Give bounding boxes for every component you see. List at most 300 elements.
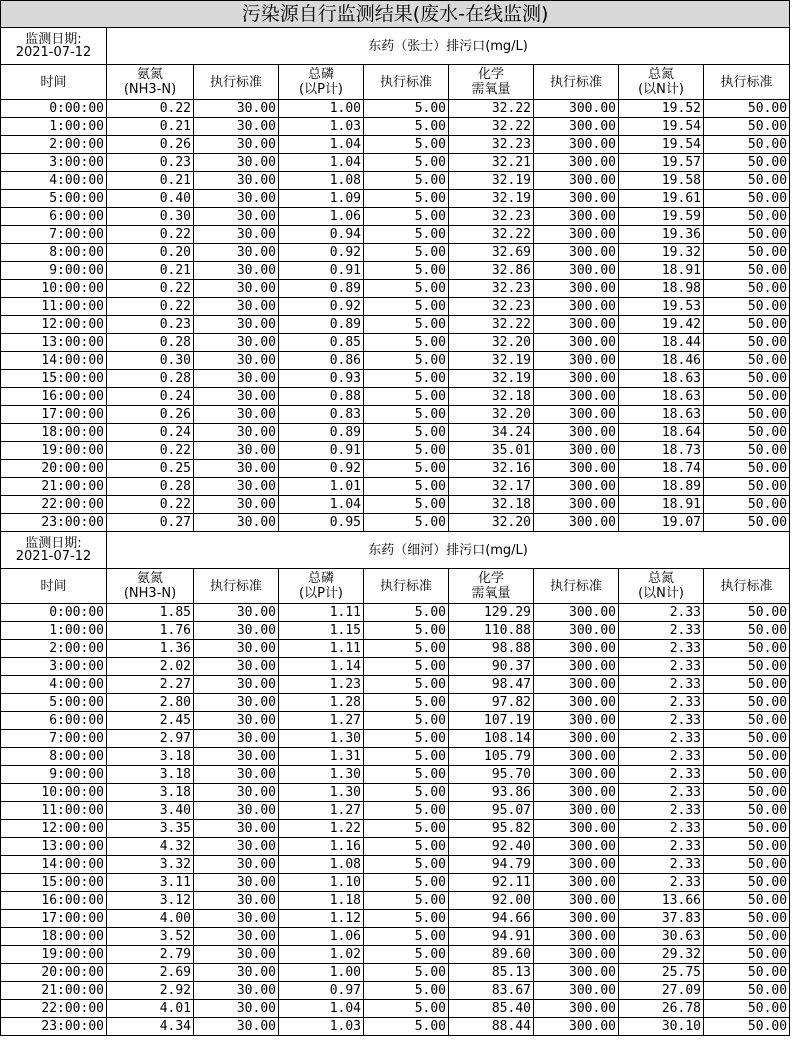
phosphorus-value: 1.02 <box>279 946 364 964</box>
phosphorus-standard: 5.00 <box>364 640 449 658</box>
ammonia-standard: 30.00 <box>194 154 279 172</box>
cod-standard: 300.00 <box>534 784 619 802</box>
time-cell: 1:00:00 <box>1 622 107 640</box>
phosphorus-value: 0.85 <box>279 334 364 352</box>
table-row <box>1 298 790 316</box>
table-row <box>1 334 790 352</box>
phosphorus-value: 1.03 <box>279 118 364 136</box>
section-info-row <box>1 532 790 569</box>
phosphorus-value: 1.11 <box>279 640 364 658</box>
ammonia-standard: 30.00 <box>194 820 279 838</box>
ammonia-value: 0.22 <box>107 280 194 298</box>
nitrogen-value: 13.66 <box>619 892 704 910</box>
nitrogen-standard: 50.00 <box>704 208 790 226</box>
cod-value: 92.11 <box>449 874 534 892</box>
cod-value: 32.22 <box>449 226 534 244</box>
ammonia-standard: 30.00 <box>194 334 279 352</box>
nitrogen-value: 2.33 <box>619 784 704 802</box>
phosphorus-standard: 5.00 <box>364 334 449 352</box>
nitrogen-standard: 50.00 <box>704 694 790 712</box>
ammonia-standard: 30.00 <box>194 460 279 478</box>
cod-value: 32.23 <box>449 280 534 298</box>
nitrogen-standard: 50.00 <box>704 334 790 352</box>
nitrogen-value: 19.61 <box>619 190 704 208</box>
cod-value: 97.82 <box>449 694 534 712</box>
ammonia-standard: 30.00 <box>194 352 279 370</box>
ammonia-value: 3.18 <box>107 766 194 784</box>
phosphorus-value: 1.27 <box>279 802 364 820</box>
header-label: 执行标准 <box>549 74 602 90</box>
cod-standard: 300.00 <box>534 154 619 172</box>
cod-standard: 300.00 <box>534 334 619 352</box>
cod-standard: 300.00 <box>534 766 619 784</box>
cod-value: 34.24 <box>449 424 534 442</box>
table-row <box>1 352 790 370</box>
ammonia-standard: 30.00 <box>194 838 279 856</box>
ammonia-standard: 30.00 <box>194 856 279 874</box>
nitrogen-standard: 50.00 <box>704 748 790 766</box>
time-cell: 14:00:00 <box>1 352 107 370</box>
table-row <box>1 154 790 172</box>
nitrogen-value: 19.07 <box>619 514 704 532</box>
cod-value: 32.18 <box>449 388 534 406</box>
nitrogen-standard: 50.00 <box>704 478 790 496</box>
header-label: 执行标准 <box>720 74 773 90</box>
phosphorus-value: 1.18 <box>279 892 364 910</box>
phosphorus-value: 1.22 <box>279 820 364 838</box>
ammonia-value: 0.21 <box>107 172 194 190</box>
nitrogen-value: 19.52 <box>619 100 704 118</box>
table-row <box>1 118 790 136</box>
nitrogen-value: 29.32 <box>619 946 704 964</box>
ammonia-standard: 30.00 <box>194 730 279 748</box>
nitrogen-value: 18.44 <box>619 334 704 352</box>
time-cell: 15:00:00 <box>1 874 107 892</box>
nitrogen-value: 19.42 <box>619 316 704 334</box>
cod-standard: 300.00 <box>534 964 619 982</box>
header-total-phosphorus <box>279 569 364 604</box>
nitrogen-standard: 50.00 <box>704 892 790 910</box>
cod-standard: 300.00 <box>534 100 619 118</box>
ammonia-standard: 30.00 <box>194 928 279 946</box>
phosphorus-standard: 5.00 <box>364 676 449 694</box>
cod-standard: 300.00 <box>534 262 619 280</box>
phosphorus-standard: 5.00 <box>364 964 449 982</box>
phosphorus-value: 1.12 <box>279 910 364 928</box>
phosphorus-standard: 5.00 <box>364 460 449 478</box>
nitrogen-value: 2.33 <box>619 622 704 640</box>
header-label: 时间 <box>40 578 67 594</box>
phosphorus-standard: 5.00 <box>364 100 449 118</box>
cod-standard: 300.00 <box>534 370 619 388</box>
phosphorus-standard: 5.00 <box>364 1018 449 1036</box>
ammonia-standard: 30.00 <box>194 766 279 784</box>
table-row <box>1 226 790 244</box>
time-cell: 20:00:00 <box>1 964 107 982</box>
cod-standard: 300.00 <box>534 730 619 748</box>
table-row <box>1 388 790 406</box>
phosphorus-value: 1.06 <box>279 208 364 226</box>
cod-standard: 300.00 <box>534 352 619 370</box>
phosphorus-standard: 5.00 <box>364 622 449 640</box>
nitrogen-value: 30.10 <box>619 1018 704 1036</box>
phosphorus-value: 1.14 <box>279 658 364 676</box>
cod-value: 95.07 <box>449 802 534 820</box>
cod-value: 32.20 <box>449 406 534 424</box>
nitrogen-value: 26.78 <box>619 1000 704 1018</box>
phosphorus-standard: 5.00 <box>364 946 449 964</box>
phosphorus-standard: 5.00 <box>364 208 449 226</box>
ammonia-value: 0.24 <box>107 388 194 406</box>
phosphorus-standard: 5.00 <box>364 118 449 136</box>
phosphorus-standard: 5.00 <box>364 604 449 622</box>
ammonia-standard: 30.00 <box>194 478 279 496</box>
nitrogen-value: 19.54 <box>619 136 704 154</box>
phosphorus-standard: 5.00 <box>364 136 449 154</box>
time-cell: 11:00:00 <box>1 298 107 316</box>
cod-standard: 300.00 <box>534 280 619 298</box>
table-row <box>1 1018 790 1036</box>
ammonia-standard: 30.00 <box>194 190 279 208</box>
cod-standard: 300.00 <box>534 514 619 532</box>
cod-standard: 300.00 <box>534 622 619 640</box>
phosphorus-value: 1.03 <box>279 1018 364 1036</box>
header-standard <box>704 65 790 100</box>
nitrogen-value: 2.33 <box>619 676 704 694</box>
cod-value: 32.19 <box>449 370 534 388</box>
phosphorus-standard: 5.00 <box>364 910 449 928</box>
time-cell: 4:00:00 <box>1 172 107 190</box>
nitrogen-value: 18.91 <box>619 262 704 280</box>
nitrogen-value: 18.63 <box>619 370 704 388</box>
time-cell: 18:00:00 <box>1 928 107 946</box>
time-cell: 4:00:00 <box>1 676 107 694</box>
nitrogen-standard: 50.00 <box>704 802 790 820</box>
header-cod <box>449 569 534 604</box>
time-cell: 19:00:00 <box>1 442 107 460</box>
ammonia-value: 0.27 <box>107 514 194 532</box>
ammonia-value: 0.21 <box>107 262 194 280</box>
ammonia-standard: 30.00 <box>194 676 279 694</box>
cod-value: 32.21 <box>449 154 534 172</box>
phosphorus-standard: 5.00 <box>364 190 449 208</box>
header-label: 总氮 <box>647 67 674 82</box>
cod-value: 35.01 <box>449 442 534 460</box>
ammonia-value: 0.23 <box>107 154 194 172</box>
header-standard <box>534 65 619 100</box>
ammonia-value: 0.30 <box>107 352 194 370</box>
cod-standard: 300.00 <box>534 496 619 514</box>
header-label: 需氧量 <box>471 82 511 97</box>
cod-standard: 300.00 <box>534 748 619 766</box>
header-label: 执行标准 <box>549 578 602 594</box>
table-row <box>1 136 790 154</box>
cod-value: 108.14 <box>449 730 534 748</box>
header-total-nitrogen <box>619 65 704 100</box>
ammonia-standard: 30.00 <box>194 244 279 262</box>
phosphorus-value: 1.08 <box>279 172 364 190</box>
phosphorus-standard: 5.00 <box>364 982 449 1000</box>
ammonia-standard: 30.00 <box>194 370 279 388</box>
ammonia-value: 2.79 <box>107 946 194 964</box>
time-cell: 9:00:00 <box>1 262 107 280</box>
ammonia-standard: 30.00 <box>194 748 279 766</box>
cod-standard: 300.00 <box>534 820 619 838</box>
time-cell: 1:00:00 <box>1 118 107 136</box>
date-value: 2021-07-12 <box>15 45 92 60</box>
cod-standard: 300.00 <box>534 910 619 928</box>
time-cell: 0:00:00 <box>1 100 107 118</box>
phosphorus-value: 1.15 <box>279 622 364 640</box>
header-label: 执行标准 <box>209 578 262 594</box>
time-cell: 18:00:00 <box>1 424 107 442</box>
table-row <box>1 640 790 658</box>
time-cell: 7:00:00 <box>1 226 107 244</box>
ammonia-value: 4.01 <box>107 1000 194 1018</box>
time-cell: 22:00:00 <box>1 1000 107 1018</box>
nitrogen-standard: 50.00 <box>704 874 790 892</box>
header-label: 时间 <box>40 74 67 90</box>
nitrogen-standard: 50.00 <box>704 280 790 298</box>
nitrogen-standard: 50.00 <box>704 262 790 280</box>
nitrogen-standard: 50.00 <box>704 442 790 460</box>
cod-standard: 300.00 <box>534 460 619 478</box>
cod-value: 85.40 <box>449 1000 534 1018</box>
time-cell: 23:00:00 <box>1 514 107 532</box>
cod-standard: 300.00 <box>534 226 619 244</box>
ammonia-standard: 30.00 <box>194 694 279 712</box>
header-time <box>1 65 107 100</box>
ammonia-value: 0.26 <box>107 136 194 154</box>
phosphorus-standard: 5.00 <box>364 802 449 820</box>
ammonia-value: 0.22 <box>107 100 194 118</box>
time-cell: 3:00:00 <box>1 154 107 172</box>
nitrogen-value: 19.59 <box>619 208 704 226</box>
table-row <box>1 604 790 622</box>
date-label: 监测日期: <box>25 32 82 47</box>
phosphorus-standard: 5.00 <box>364 1000 449 1018</box>
header-label: (以N计) <box>638 586 684 601</box>
nitrogen-standard: 50.00 <box>704 496 790 514</box>
date-value: 2021-07-12 <box>15 549 92 564</box>
ammonia-standard: 30.00 <box>194 406 279 424</box>
cod-value: 32.86 <box>449 262 534 280</box>
nitrogen-standard: 50.00 <box>704 118 790 136</box>
header-cod <box>449 65 534 100</box>
table-row <box>1 172 790 190</box>
header-standard <box>704 569 790 604</box>
header-total-nitrogen <box>619 569 704 604</box>
ammonia-value: 4.32 <box>107 838 194 856</box>
cod-standard: 300.00 <box>534 892 619 910</box>
cod-standard: 300.00 <box>534 244 619 262</box>
ammonia-value: 3.18 <box>107 748 194 766</box>
ammonia-value: 0.26 <box>107 406 194 424</box>
time-cell: 15:00:00 <box>1 370 107 388</box>
nitrogen-standard: 50.00 <box>704 424 790 442</box>
nitrogen-standard: 50.00 <box>704 856 790 874</box>
phosphorus-value: 0.89 <box>279 316 364 334</box>
nitrogen-standard: 50.00 <box>704 820 790 838</box>
cod-standard: 300.00 <box>534 298 619 316</box>
table-row <box>1 100 790 118</box>
ammonia-value: 3.12 <box>107 892 194 910</box>
nitrogen-value: 2.33 <box>619 874 704 892</box>
phosphorus-standard: 5.00 <box>364 388 449 406</box>
ammonia-standard: 30.00 <box>194 262 279 280</box>
phosphorus-value: 1.30 <box>279 784 364 802</box>
table-row <box>1 280 790 298</box>
header-label: (以P计) <box>299 586 343 601</box>
ammonia-standard: 30.00 <box>194 640 279 658</box>
nitrogen-value: 2.33 <box>619 856 704 874</box>
ammonia-value: 0.28 <box>107 478 194 496</box>
header-label: (NH3-N) <box>123 586 177 601</box>
phosphorus-value: 1.11 <box>279 604 364 622</box>
phosphorus-value: 1.00 <box>279 964 364 982</box>
nitrogen-standard: 50.00 <box>704 784 790 802</box>
outlet-name: 东药（细河）排污口(mg/L) <box>107 532 790 569</box>
nitrogen-value: 30.63 <box>619 928 704 946</box>
ammonia-standard: 30.00 <box>194 442 279 460</box>
outlet-name: 东药（张士）排污口(mg/L) <box>107 28 790 65</box>
ammonia-standard: 30.00 <box>194 604 279 622</box>
ammonia-standard: 30.00 <box>194 100 279 118</box>
ammonia-value: 4.00 <box>107 910 194 928</box>
phosphorus-standard: 5.00 <box>364 820 449 838</box>
phosphorus-standard: 5.00 <box>364 658 449 676</box>
cod-value: 32.69 <box>449 244 534 262</box>
header-label: 执行标准 <box>209 74 262 90</box>
ammonia-value: 3.40 <box>107 802 194 820</box>
nitrogen-value: 19.57 <box>619 154 704 172</box>
table-row <box>1 802 790 820</box>
header-standard <box>194 65 279 100</box>
header-label: (以P计) <box>299 82 343 97</box>
ammonia-standard: 30.00 <box>194 712 279 730</box>
time-cell: 12:00:00 <box>1 820 107 838</box>
cod-standard: 300.00 <box>534 658 619 676</box>
time-cell: 17:00:00 <box>1 406 107 424</box>
nitrogen-value: 19.36 <box>619 226 704 244</box>
cod-value: 110.88 <box>449 622 534 640</box>
phosphorus-value: 1.04 <box>279 496 364 514</box>
table-row <box>1 190 790 208</box>
monitoring-date <box>1 532 107 569</box>
phosphorus-value: 0.94 <box>279 226 364 244</box>
column-header-row <box>1 569 790 604</box>
time-cell: 12:00:00 <box>1 316 107 334</box>
cod-value: 83.67 <box>449 982 534 1000</box>
ammonia-value: 0.28 <box>107 334 194 352</box>
nitrogen-value: 18.63 <box>619 388 704 406</box>
phosphorus-standard: 5.00 <box>364 370 449 388</box>
phosphorus-standard: 5.00 <box>364 514 449 532</box>
header-label: 执行标准 <box>720 578 773 594</box>
phosphorus-value: 0.92 <box>279 460 364 478</box>
ammonia-value: 1.36 <box>107 640 194 658</box>
phosphorus-value: 1.00 <box>279 100 364 118</box>
ammonia-standard: 30.00 <box>194 316 279 334</box>
cod-standard: 300.00 <box>534 604 619 622</box>
nitrogen-standard: 50.00 <box>704 622 790 640</box>
table-row <box>1 892 790 910</box>
phosphorus-value: 0.91 <box>279 442 364 460</box>
nitrogen-value: 2.33 <box>619 712 704 730</box>
ammonia-value: 0.30 <box>107 208 194 226</box>
nitrogen-value: 18.64 <box>619 424 704 442</box>
ammonia-standard: 30.00 <box>194 496 279 514</box>
phosphorus-standard: 5.00 <box>364 892 449 910</box>
header-ammonia <box>107 65 194 100</box>
header-standard <box>364 569 449 604</box>
ammonia-value: 0.40 <box>107 190 194 208</box>
time-cell: 14:00:00 <box>1 856 107 874</box>
ammonia-standard: 30.00 <box>194 298 279 316</box>
cod-standard: 300.00 <box>534 406 619 424</box>
cod-value: 89.60 <box>449 946 534 964</box>
ammonia-value: 0.25 <box>107 460 194 478</box>
phosphorus-value: 1.27 <box>279 712 364 730</box>
cod-standard: 300.00 <box>534 316 619 334</box>
phosphorus-standard: 5.00 <box>364 262 449 280</box>
ammonia-standard: 30.00 <box>194 172 279 190</box>
nitrogen-standard: 50.00 <box>704 964 790 982</box>
cod-standard: 300.00 <box>534 478 619 496</box>
nitrogen-value: 2.33 <box>619 838 704 856</box>
cod-value: 32.22 <box>449 316 534 334</box>
section-info-row <box>1 28 790 65</box>
cod-value: 32.17 <box>449 478 534 496</box>
cod-value: 94.66 <box>449 910 534 928</box>
ammonia-standard: 30.00 <box>194 208 279 226</box>
time-cell: 20:00:00 <box>1 460 107 478</box>
header-label: (以N计) <box>638 82 684 97</box>
nitrogen-value: 18.74 <box>619 460 704 478</box>
header-label: (NH3-N) <box>123 82 177 97</box>
ammonia-standard: 30.00 <box>194 910 279 928</box>
table-row <box>1 496 790 514</box>
nitrogen-standard: 50.00 <box>704 406 790 424</box>
header-standard <box>534 569 619 604</box>
cod-standard: 300.00 <box>534 136 619 154</box>
cod-standard: 300.00 <box>534 946 619 964</box>
phosphorus-value: 1.04 <box>279 1000 364 1018</box>
table-row <box>1 820 790 838</box>
nitrogen-standard: 50.00 <box>704 190 790 208</box>
cod-standard: 300.00 <box>534 1000 619 1018</box>
nitrogen-value: 2.33 <box>619 766 704 784</box>
phosphorus-standard: 5.00 <box>364 928 449 946</box>
phosphorus-value: 1.04 <box>279 136 364 154</box>
time-cell: 8:00:00 <box>1 244 107 262</box>
header-label: 需氧量 <box>471 586 511 601</box>
nitrogen-standard: 50.00 <box>704 1018 790 1036</box>
ammonia-value: 3.11 <box>107 874 194 892</box>
ammonia-value: 0.22 <box>107 496 194 514</box>
cod-standard: 300.00 <box>534 640 619 658</box>
table-row <box>1 370 790 388</box>
table-row <box>1 316 790 334</box>
ammonia-value: 2.45 <box>107 712 194 730</box>
header-label: 执行标准 <box>379 74 432 90</box>
ammonia-value: 3.35 <box>107 820 194 838</box>
cod-value: 95.70 <box>449 766 534 784</box>
header-label: 执行标准 <box>379 578 432 594</box>
phosphorus-value: 0.89 <box>279 280 364 298</box>
table-row <box>1 982 790 1000</box>
time-cell: 6:00:00 <box>1 712 107 730</box>
